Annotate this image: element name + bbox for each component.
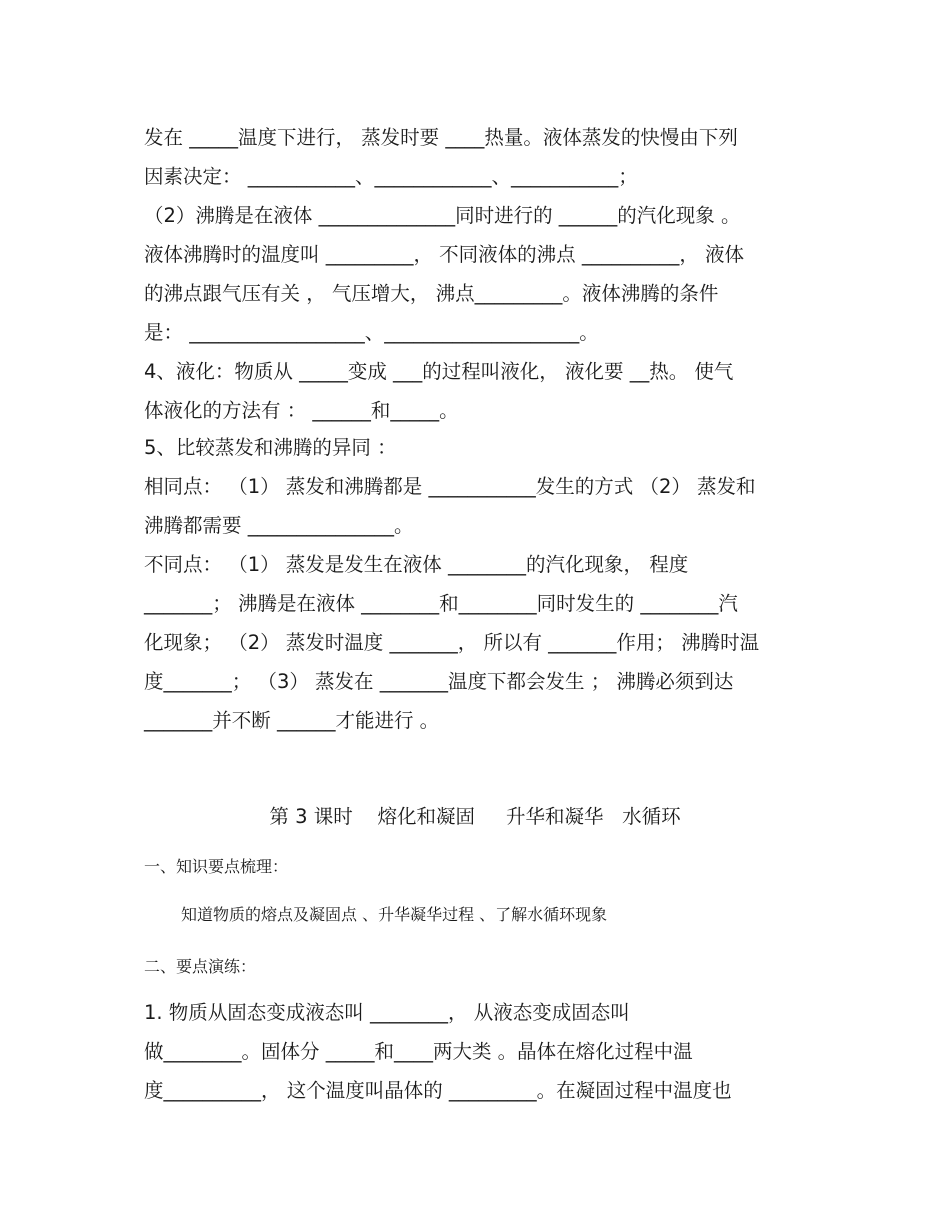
lesson-title: 第 3 课时 熔化和凝固 升华和凝华 水循环 [269, 805, 681, 828]
section-heading: 一、知识要点梳理： [144, 857, 289, 876]
text-line: 的沸点跟气压有关 ， 气压增大， 沸点_________。液体沸腾的条件 [144, 282, 719, 305]
text-line: _______并不断 ______才能进行 。 [144, 709, 440, 732]
text-line: 沸腾都需要 _______________。 [144, 514, 414, 537]
exercise-line: 1. 物质从固态变成液态叫 ________， 从液态变成固态叫 [144, 1001, 630, 1024]
text-line: 5、比较蒸发和沸腾的异同 ： [144, 436, 397, 459]
text-line: 度_______； （3） 蒸发在 _______温度下都会发生 ； 沸腾必须到达 [144, 670, 734, 693]
text-line: （2）沸腾是在液体 ______________同时进行的 ______的汽化现象 。 [144, 204, 741, 227]
text-line: 不同点： （1） 蒸发是发生在液体 ________的汽化现象， 程度 [144, 553, 689, 576]
text-line: 体液化的方法有 ： ______和_____。 [144, 399, 459, 422]
section-heading: 二、要点演练： [144, 957, 257, 976]
text-line: 因素决定： ___________、____________、___________； [144, 165, 638, 188]
text-line: 是： __________________、____________________。 [144, 321, 599, 344]
text-line: _______； 沸腾是在液体 ________和________同时发生的 ________汽 [144, 592, 738, 615]
section-text: 知道物质的熔点及凝固点 、升华凝华过程 、了解水循环现象 [181, 905, 608, 924]
exercise-line: 做________。固体分 _____和____两大类 。晶体在熔化过程中温 [144, 1040, 693, 1063]
exercise-line: 度__________， 这个温度叫晶体的 _________。在凝固过程中温度也 [144, 1079, 732, 1102]
text-line: 化现象； （2） 蒸发时温度 _______， 所以有 _______作用； 沸腾时温 [144, 631, 760, 654]
text-line: 发在 _____温度下进行， 蒸发时要 ____热量。液体蒸发的快慢由下列 [144, 126, 738, 149]
text-line: 4、液化：物质从 _____变成 ___的过程叫液化， 液化要 __热。 使气 [144, 360, 734, 383]
text-line: 相同点： （1） 蒸发和沸腾都是 ___________发生的方式 （2） 蒸发和 [144, 475, 756, 498]
text-line: 液体沸腾时的温度叫 _________， 不同液体的沸点 __________， 液体 [144, 243, 745, 266]
